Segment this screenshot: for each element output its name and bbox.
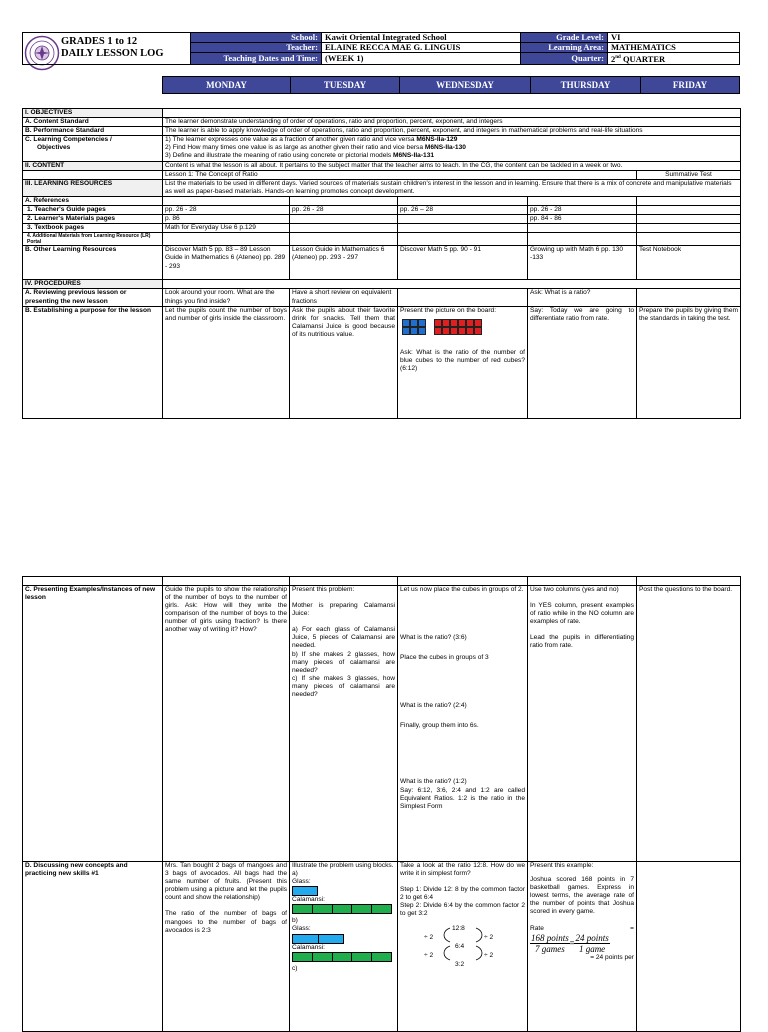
competency-2-code: M6NS-IIa-130	[424, 144, 466, 152]
proc-c-tue-3: a) For each glass of Calamansi Juice, 5 pieces of Calamansi are needed.	[292, 626, 395, 650]
lesson-row-blank	[23, 170, 163, 179]
lm-label: 2. Learner's Materials pages	[23, 215, 163, 224]
title-line-1: GRADES 1 to 12	[61, 36, 138, 48]
resources-desc: List the materials to be used in different days. Varied sources of materials sustain children's interest in the lesson and in learning. Ensure that there is a mix of concrete and manipulative materials as well as paper-based materials. Hands-on learning promotes concept development.	[163, 179, 741, 196]
rate-equation	[530, 933, 634, 954]
block-b-calamansi-label: Calamansi:	[292, 943, 325, 951]
performance-standard-label: B. Performance Standard	[23, 127, 163, 136]
references-thu	[528, 196, 637, 205]
proc-a-fri	[637, 289, 741, 306]
proc-b-label: B. Establishing a purpose for the lesson	[23, 306, 163, 418]
block-a-letter: a)	[292, 870, 298, 878]
proc-d-wed-2: Step 1: Divide 12: 8 by the common factor 2 to get 6:4	[400, 886, 525, 902]
day-wednesday: WEDNESDAY	[399, 77, 530, 93]
glass-block	[293, 887, 317, 895]
divide-right-1: ÷ 2	[484, 933, 494, 941]
proc-d-mon-2: The ratio of the number of bags of mangoes to the number of bags of avocados is 2:3	[165, 910, 287, 934]
cube-picture	[402, 319, 525, 335]
content-standard: The learner demonstrate understanding of order of operations, ratio and proportion, percent, exponent, and integers	[163, 118, 741, 127]
proc-d-tue-1: Illustrate the problem using blocks.	[292, 862, 394, 869]
lr-mon	[163, 233, 290, 246]
proc-d-thu-3: = 24 points per	[590, 953, 634, 961]
quarter-value	[608, 53, 740, 65]
ratio-division-diagram	[400, 925, 525, 985]
day-header-bar	[162, 76, 740, 94]
area-label: Learning Area:	[521, 43, 608, 53]
lr-portal-label: 4. Additional Materials from Learning Resource (LR) Portal	[23, 233, 163, 246]
divide-right-2: ÷ 2	[484, 951, 494, 959]
red-cube	[466, 327, 474, 335]
red-cube	[458, 319, 466, 327]
tg-fri	[637, 206, 741, 215]
glass-block	[318, 935, 344, 943]
proc-b-fri: Prepare the pupils by giving them the standards in taking the test.	[637, 306, 741, 418]
proc-d-mon-1: Mrs. Tan bought 2 bags of mangoes and 3 bags of avocados. All bags had the same number of fruits. (Present this problem using a picture and let the pupils count and show the relationship)	[165, 862, 287, 902]
competency-3-text: 3) Define and illustrate the meaning of ratio using concrete or pictorial models	[165, 152, 393, 160]
red-cube	[474, 327, 482, 335]
ratio-3-2: 3:2	[455, 960, 465, 968]
tb-mon: Math for Everyday Use 6 p.129	[163, 224, 290, 233]
competency-2-text: 2) Find How many times one value is as large as another given their ratio and vice bersa	[165, 144, 425, 152]
proc-b-wed-intro: Present the picture on the board:	[400, 306, 497, 314]
proc-c-tue-1: Present this problem:	[292, 586, 355, 593]
references-fri	[637, 196, 741, 205]
calamansi-block	[371, 953, 391, 961]
grade-value: VI	[608, 33, 740, 43]
glass-blocks-b	[292, 934, 344, 944]
lm-wed	[398, 215, 528, 224]
red-cube	[458, 327, 466, 335]
red-cube	[442, 327, 450, 335]
proc-d-tue	[290, 862, 398, 1032]
proc-d-wed-1: Take a look at the ratio 12:8. How do we write it in simplest form?	[400, 862, 525, 878]
calamansi-block	[293, 953, 312, 961]
other-tue: Lesson Guide in Mathematics 6 (Ateneo) pp. 293 - 297	[290, 246, 398, 280]
top-blank-tue	[290, 577, 398, 586]
competency-1-text: 1) The learner expresses one value as a fraction of another given ratio and vice versa	[165, 136, 417, 144]
quarter-word: QUARTER	[620, 53, 666, 64]
divide-left-1: ÷ 2	[424, 933, 434, 941]
tb-tue	[290, 224, 398, 233]
resources-heading: III. LEARNING RESOURCES	[23, 179, 163, 196]
proc-a-wed	[398, 289, 528, 306]
proc-b-tue: Ask the pupils about their favorite drink for snacks. Tell them that Calamansi Juice is good because of its nutritious value.	[290, 306, 398, 418]
blue-cube	[402, 327, 410, 335]
rate-label: Rate	[530, 924, 544, 932]
lr-fri	[637, 233, 741, 246]
lesson-table-part2	[22, 576, 741, 1032]
competencies-label-line1: C. Learning Competencies /	[25, 136, 112, 144]
rate-line	[530, 925, 634, 933]
top-blank-label	[23, 577, 163, 586]
frac2-numerator: 24 points	[575, 932, 609, 943]
quarter-number: 2	[611, 53, 616, 64]
proc-c-wed-7: Say: 6:12, 3:6, 2:4 and 1:2 are called Equivalent Ratios. 1:2 is the ratio in the Simplest Form	[400, 786, 525, 810]
teacher-label: Teacher:	[191, 43, 322, 53]
calamansi-block	[371, 905, 391, 913]
top-blank-fri	[637, 577, 741, 586]
fraction-24-over-1	[574, 933, 609, 954]
proc-c-wed	[398, 586, 528, 862]
calamansi-block	[312, 953, 332, 961]
calamansi-block	[312, 905, 332, 913]
procedures-heading: IV. PROCEDURES	[23, 280, 163, 289]
calamansi-block	[332, 905, 352, 913]
proc-c-wed-4: What is the ratio? (2:4)	[400, 702, 467, 710]
procedures-blank	[163, 280, 741, 289]
lr-tue	[290, 233, 398, 246]
other-resources-label: B. Other Learning Resources	[23, 246, 163, 280]
lr-wed	[398, 233, 528, 246]
lm-tue	[290, 215, 398, 224]
red-cube	[450, 327, 458, 335]
title-line-2: DAILY LESSON LOG	[61, 48, 164, 60]
calamansi-block	[351, 905, 371, 913]
proc-d-wed	[398, 862, 528, 1032]
proc-c-wed-3: Place the cubes in groups of 3	[400, 654, 489, 662]
proc-b-wed	[398, 306, 528, 418]
proc-d-thu-2: Joshua scored 168 points in 7 basketball games. Express in lowest terms, the average rate of the number of points that Joshua scored in every game.	[530, 876, 634, 916]
blue-cubes	[402, 319, 428, 335]
competency-1-code: M6NS-IIa-129	[416, 136, 458, 144]
proc-b-wed-question: Ask: What is the ratio of the number of blue cubes to the number of red cubes? (6:12)	[400, 348, 525, 372]
rate-equation-equals: =	[569, 937, 575, 947]
objectives-blank	[163, 109, 741, 118]
blue-cube	[418, 327, 426, 335]
proc-d-thu	[528, 862, 637, 1032]
day-monday: MONDAY	[206, 80, 247, 90]
proc-c-wed-6: What is the ratio? (1:2)	[400, 778, 467, 786]
tb-fri	[637, 224, 741, 233]
proc-a-tue: Have a short review on equivalent fractions	[290, 289, 398, 306]
competency-1	[165, 136, 738, 144]
quarter-label: Quarter:	[521, 53, 608, 65]
proc-d-fri	[637, 862, 741, 1032]
grade-label: Grade Level:	[521, 33, 608, 43]
proc-c-tue-2: Mother is preparing Calamansi Juice:	[292, 602, 395, 618]
red-cube	[434, 327, 442, 335]
proc-c-tue-5: c) If she makes 3 glasses, how many pieces of calamansi are needed?	[292, 674, 395, 699]
block-a-calamansi-label: Calamansi:	[292, 896, 325, 904]
block-a-glass-label: Glass:	[292, 878, 311, 886]
frac1-denominator: 7 games	[535, 943, 565, 954]
proc-c-wed-5: Finally, group them into 6s.	[400, 722, 479, 730]
blue-cube	[410, 327, 418, 335]
ratio-12-8: 12:8	[452, 924, 465, 932]
other-mon: Discover Math 5 pp. 83 – 89 Lesson Guide in Mathematics 6 (Ateneo) pp. 289 - 293	[163, 246, 290, 280]
references-mon	[163, 196, 290, 205]
competencies-label	[23, 136, 163, 161]
red-cube	[466, 319, 474, 327]
top-blank-mon	[163, 577, 290, 586]
proc-c-wed-2: What is the ratio? (3:6)	[400, 634, 467, 642]
calamansi-block	[351, 953, 371, 961]
block-b-letter: b)	[292, 917, 298, 925]
proc-a-label: A. Reviewing previous lesson or presenting the new lesson	[23, 289, 163, 306]
objectives-heading: I. OBJECTIVES	[23, 109, 163, 118]
area-value: MATHEMATICS	[608, 43, 740, 53]
red-cube	[442, 319, 450, 327]
lm-thu: pp. 84 - 86	[528, 215, 637, 224]
proc-c-thu-1: Use two columns (yes and no)	[530, 586, 619, 593]
curved-arrows-icon	[438, 925, 488, 973]
references-wed	[398, 196, 528, 205]
content-desc: Content is what the lesson is all about. It pertains to the subject matter that the teacher aims to teach. In the CG, the content can be tackled in a week or two.	[163, 161, 741, 170]
lm-fri	[637, 215, 741, 224]
title-cell	[23, 33, 191, 65]
glass-block-a	[292, 886, 318, 896]
tg-thu: pp. 26 - 28	[528, 206, 637, 215]
competencies-label-line2: Objectives	[37, 144, 71, 152]
proc-c-tue	[290, 586, 398, 862]
references-tue	[290, 196, 398, 205]
lr-thu	[528, 233, 637, 246]
tb-thu	[528, 224, 637, 233]
glass-block	[293, 935, 318, 943]
ratio-6-4: 6:4	[455, 942, 465, 950]
top-blank-thu	[528, 577, 637, 586]
tg-tue: pp. 26 - 28	[290, 206, 398, 215]
references-label: A. References	[23, 196, 163, 205]
rate-equals: =	[630, 924, 634, 932]
proc-c-tue-4: b) If she makes 2 glasses, how many pieces of calamansi are needed?	[292, 650, 395, 674]
lm-mon: p. 86	[163, 215, 290, 224]
proc-c-thu-3: Lead the pupils in differentiating ratio from rate.	[530, 634, 634, 650]
calamansi-block	[293, 905, 312, 913]
calamansi-blocks-a	[292, 904, 392, 914]
dates-value: (WEEK 1)	[322, 53, 521, 65]
proc-a-mon: Look around your room. What are the things you find inside?	[163, 289, 290, 306]
proc-c-mon: Guide the pupils to show the relationship of the number of boys to the number of girls. Ask: How will they write the comparison of the number of boys to the number of girls using fraction? Is there another way of writing it? How?	[163, 586, 290, 862]
proc-c-fri: Post the questions to the board.	[637, 586, 741, 862]
red-cube	[450, 319, 458, 327]
top-blank-wed	[398, 577, 528, 586]
proc-d-label: D. Discussing new concepts and practicing new skills #1	[23, 862, 163, 1032]
header-table	[22, 32, 740, 65]
content-standard-label: A. Content Standard	[23, 118, 163, 127]
calamansi-block	[332, 953, 352, 961]
block-c-letter: c)	[292, 964, 298, 972]
competency-3-code: M6NS-IIa-131	[392, 152, 435, 160]
proc-d-wed-3: Step 2: Divide 6:4 by the common factor 2 to get 3:2	[400, 902, 525, 918]
day-friday: FRIDAY	[640, 77, 739, 93]
proc-c-thu-2: In YES column, present examples of ratio while in the NO column are examples of rate.	[530, 602, 634, 626]
competency-2	[165, 144, 738, 152]
dates-label: Teaching Dates and Time:	[191, 53, 322, 65]
blue-cube	[410, 319, 418, 327]
proc-b-mon: Let the pupils count the number of boys and number of girls inside the classroom.	[163, 306, 290, 418]
tg-label: 1. Teacher's Guide pages	[23, 206, 163, 215]
school-label: School:	[191, 33, 322, 43]
content-heading: II. CONTENT	[23, 161, 163, 170]
proc-c-wed-1: Let us now place the cubes in groups of 2.	[400, 586, 524, 593]
other-wed: Discover Math 5 pp. 90 - 91	[398, 246, 528, 280]
lesson-table-part1	[22, 108, 741, 419]
quarter-suffix: nd	[615, 55, 621, 60]
tg-mon: pp. 26 - 28	[163, 206, 290, 215]
summative-test: Summative Test	[637, 170, 741, 179]
tb-wed	[398, 224, 528, 233]
competency-3	[165, 152, 738, 160]
tg-wed: pp. 26 – 28	[398, 206, 528, 215]
blue-cube	[418, 319, 426, 327]
fraction-168-over-7	[530, 933, 570, 954]
calamansi-blocks-b	[292, 952, 392, 962]
proc-d-thu-1: Present this example:	[530, 862, 594, 869]
proc-b-thu: Say: Today we are going to differentiate ratio from rate.	[528, 306, 637, 418]
proc-c-thu	[528, 586, 637, 862]
other-fri: Test Notebook	[637, 246, 741, 280]
proc-d-mon	[163, 862, 290, 1032]
competencies	[163, 136, 741, 161]
proc-c-label: C. Presenting Examples/Instances of new lesson	[23, 586, 163, 862]
frac1-numerator: 168 points	[531, 932, 569, 943]
lesson-title: Lesson 1: The Concept of Ratio	[163, 170, 637, 179]
teacher-value: ELAINE RECCA MAE G. LINGUIS	[322, 43, 521, 53]
red-cube	[474, 319, 482, 327]
red-cubes	[434, 319, 484, 335]
block-b-glass-label: Glass:	[292, 925, 311, 933]
divide-left-2: ÷ 2	[424, 951, 434, 959]
tb-label: 3. Textbook pages	[23, 224, 163, 233]
day-tuesday: TUESDAY	[290, 77, 399, 93]
blue-cube	[402, 319, 410, 327]
day-thursday: THURSDAY	[530, 77, 640, 93]
red-cube	[434, 319, 442, 327]
other-thu: Growing up with Math 6 pp. 130 -133	[528, 246, 637, 280]
school-value: Kawit Oriental Integrated School	[322, 33, 521, 43]
performance-standard: The learner is able to apply knowledge of order of operations, ratio and proportion, percent, exponent, and integers in mathematical problems and real-life situations	[163, 127, 741, 136]
frac2-denominator: 1 game	[578, 943, 606, 954]
proc-a-thu: Ask: What is a ratio?	[528, 289, 637, 306]
